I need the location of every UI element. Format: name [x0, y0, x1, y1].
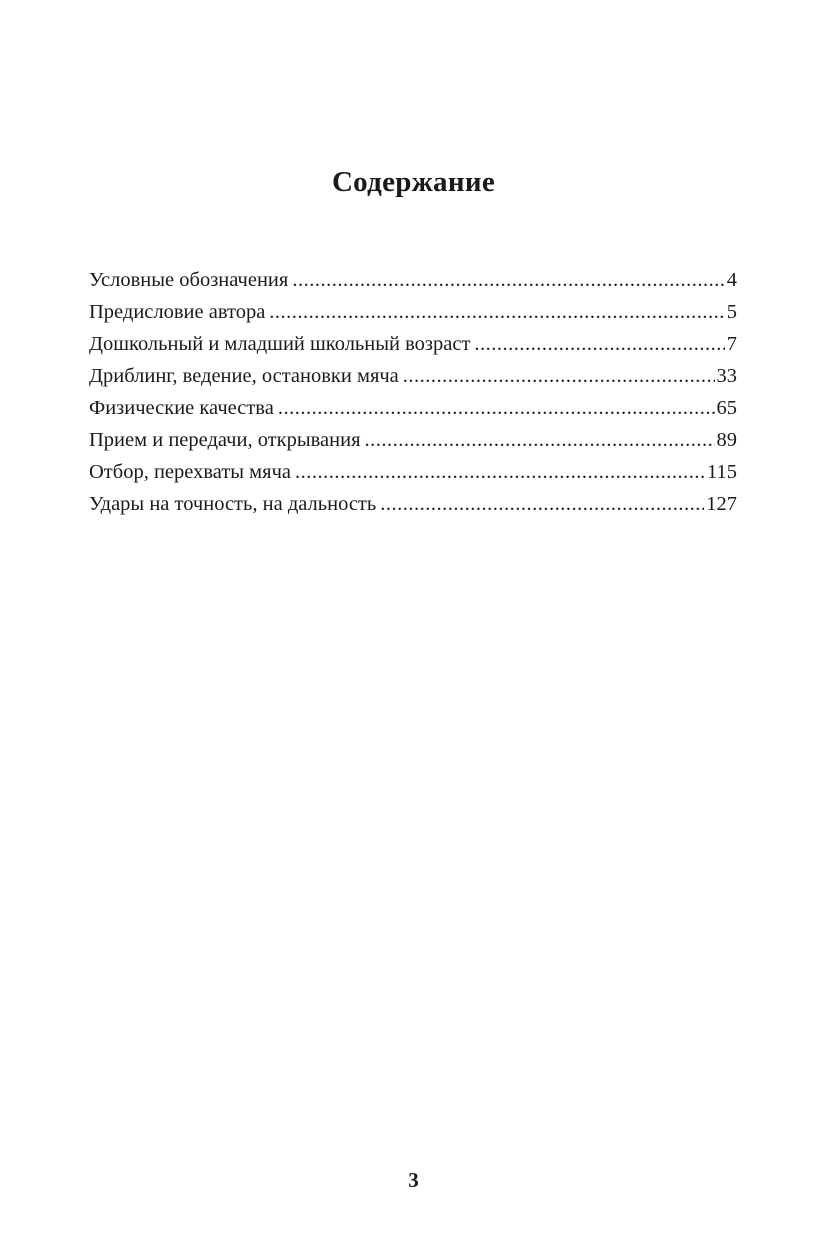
dot-leader [292, 264, 724, 296]
dot-leader [380, 488, 704, 520]
dot-leader [295, 456, 705, 488]
toc-entry-page: 7 [726, 333, 737, 355]
toc-entry-page: 89 [716, 429, 737, 451]
toc-entry-page: 4 [726, 269, 737, 291]
toc-entry-preface[interactable] [89, 296, 737, 328]
toc-entry-page: 33 [716, 365, 737, 387]
toc-entry-page: 5 [726, 301, 737, 323]
dot-leader [474, 328, 724, 360]
dot-leader [278, 392, 715, 424]
toc-entry-title: Предисловие автора [89, 301, 266, 323]
toc-entry-page: 65 [716, 397, 737, 419]
toc-entry-page: 127 [706, 493, 737, 515]
toc-entry-symbols[interactable] [89, 264, 737, 296]
toc-entry-title: Дриблинг, ведение, остановки мяча [89, 365, 399, 387]
toc-entry-title: Условные обозначения [89, 269, 289, 291]
toc-entry-title: Отбор, перехваты мяча [89, 461, 291, 483]
toc-entry-tackling[interactable] [89, 456, 737, 488]
toc-entry-title: Прием и передачи, открывания [89, 429, 361, 451]
toc-entry-physical-qualities[interactable] [89, 392, 737, 424]
toc-entry-shooting[interactable] [89, 488, 737, 520]
page-number: 3 [408, 1168, 419, 1192]
toc-entry-title: Дошкольный и младший школьный возраст [89, 333, 471, 355]
table-of-contents [89, 264, 737, 520]
toc-entry-dribbling[interactable] [89, 360, 737, 392]
dot-leader [269, 296, 724, 328]
toc-entry-preschool-age[interactable] [89, 328, 737, 360]
dot-leader [403, 360, 715, 392]
toc-entry-passing[interactable] [89, 424, 737, 456]
dot-leader [365, 424, 715, 456]
page-title: Содержание [331, 166, 496, 198]
toc-entry-page: 115 [707, 461, 737, 483]
toc-entry-title: Физические качества [89, 397, 274, 419]
toc-entry-title: Удары на точность, на дальность [89, 493, 377, 515]
